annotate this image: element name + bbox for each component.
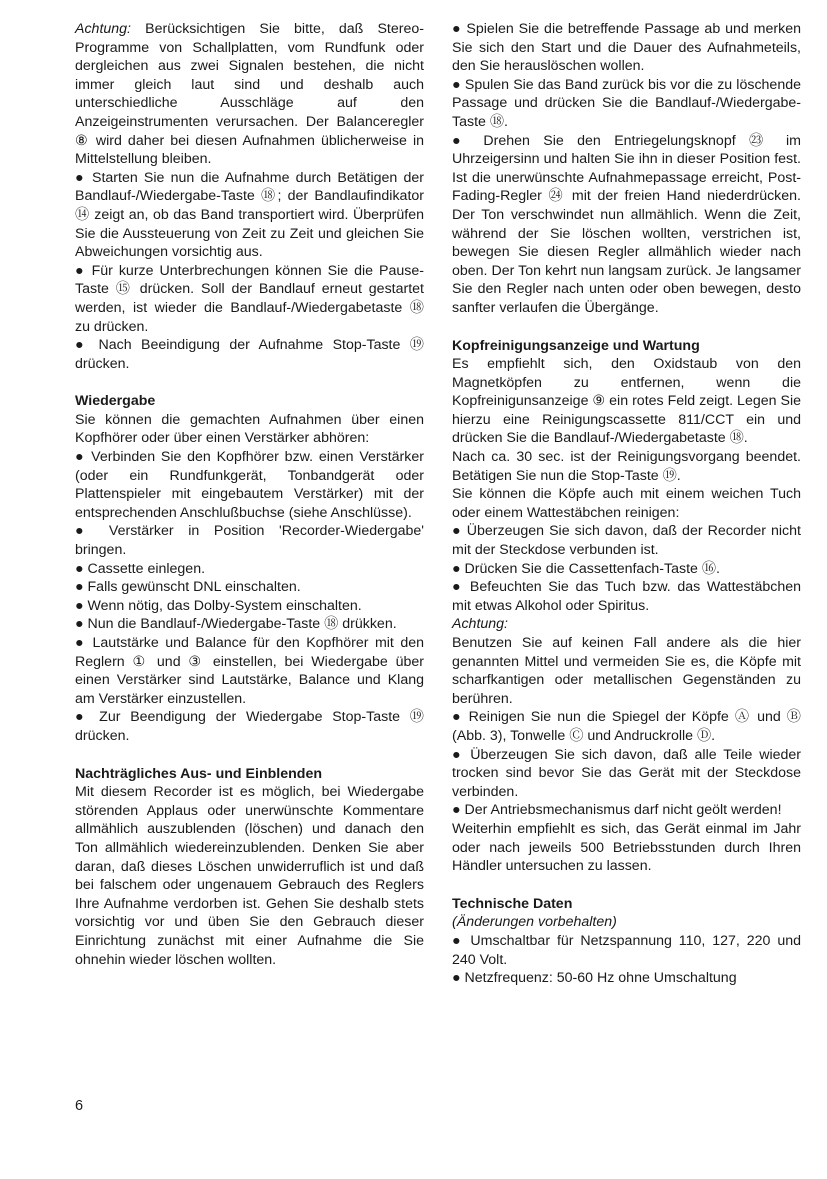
list-item: ● Nach Beeindigung der Aufnahme Stop-Taste ⑲ drücken. (75, 337, 424, 372)
intro-paragraph (75, 20, 424, 169)
list-item: ● Lautstärke und Balance für den Kopfhörer mit den Reglern ① und ③ einstellen, bei Wiedergabe über einen Verstärker sind Lautstärke, Balance und Klang am Verstärker einzustellen. (75, 635, 424, 707)
cleaning-paragraph: Sie können die Köpfe auch mit einem weichen Tuch oder einem Wattestäbchen reinigen: (452, 486, 801, 521)
tech-subheading: (Änderungen vorbehalten) (452, 914, 617, 931)
list-item: ● Wenn nötig, das Dolby-System einschalten. (75, 597, 362, 614)
section-heading-tech: Technische Daten (452, 895, 573, 912)
list-item: ● Falls gewünscht DNL einschalten. (75, 579, 301, 596)
list-item: ● Überzeugen Sie sich davon, daß alle Teile wieder trocken sind bevor Sie das Gerät mit der Steckdose verbinden. (452, 746, 801, 800)
list-item: ● Starten Sie nun die Aufnahme durch Betätigen der Bandlauf-/Wiedergabe-Taste ⑱; der Bandlaufindikator ⑭ zeigt an, ob das Band transportiert wird. Überprüfen Sie die Aussteuerung von Zeit zu Zeit und gleichen Sie Abweichungen vorsichtig aus. (75, 169, 424, 261)
list-item: ● Cassette einlegen. (75, 560, 206, 577)
list-item: ● Netzfrequenz: 50-60 Hz ohne Umschaltung (452, 970, 737, 987)
cleaning-paragraph: Es empfiehlt sich, den Oxidstaub von den Magnetköpfen zu entfernen, wenn die Kopfreinigunsanzeige ⑨ ein rotes Feld zeigt. Legen Sie hierzu eine Reinigungscassette 811/CCT ein und drücken Sie die Bandlauf-/Wiedergabetaste ⑱. (452, 356, 801, 447)
cleaning-paragraph: Nach ca. 30 sec. ist der Reinigungsvorgang beendet. Betätigen Sie nun die Stop-Taste ⑲. (452, 449, 801, 484)
caution-paragraph: Benutzen Sie auf keinen Fall andere als die hier genannten Mittel und vermeiden Sie es, die Köpfe mit scharfkantigen oder metallischen Gegenständen zu berühren. (452, 635, 801, 707)
caution-label: Achtung: (75, 21, 132, 37)
list-item: ● Verbinden Sie den Kopfhörer bzw. einen Verstärker (oder ein Rundfunkgerät, Tonbandgerät oder Plattenspieler mit eingebautem Verstärker) mit der entsprechenden Anschlußbuchse (siehe Anschlüsse). (75, 449, 424, 521)
section-heading-fading: Nachträgliches Aus- und Einblenden (75, 765, 322, 782)
list-item: ● Drücken Sie die Cassettenfach-Taste ⑯. (452, 560, 721, 577)
list-item: ● Reinigen Sie nun die Spiegel der Köpfe Ⓐ und Ⓑ (Abb. 3), Tonwelle Ⓒ und Andruckrolle Ⓓ. (452, 709, 801, 744)
left-column (75, 20, 424, 969)
section-heading-cleaning: Kopfreinigungsanzeige und Wartung (452, 337, 700, 354)
list-item: ● Umschaltbar für Netzspannung 110, 127, 220 und 240 Volt. (452, 932, 801, 968)
list-item: ● Nun die Bandlauf-/Wiedergabe-Taste ⑱ drükken. (75, 616, 397, 633)
list-item: ● Spielen Sie die betreffende Passage ab und merken Sie sich den Start und die Dauer des Aufnahmeteils, den Sie herauslöschen wollen. (452, 21, 801, 75)
caution-label: Achtung: (452, 616, 509, 633)
maintenance-paragraph: Weiterhin empfiehlt es sich, das Gerät einmal im Jahr oder nach jeweils 500 Betriebsstunden durch Ihren Händler untersuchen zu lassen. (452, 820, 801, 875)
intro-text: Berücksichtigen Sie bitte, daß Stereo-Programme von Schallplatten, vom Rundfunk oder dergleichen aus zwei Signalen bestehen, die nicht immer gleich laut sind und deshalb auch unterschiedliche Ausschläge auf den Anzeigeinstrumenten verursachen. Der Balanceregler ⑧ wird daher bei diesen Aufnahmen üblicherweise in Mittelstellung bleiben. (75, 21, 424, 168)
right-column (452, 20, 801, 988)
list-item: ● Spulen Sie das Band zurück bis vor die zu löschende Passage und drücken Sie die Bandlauf-/Wiedergabe-Taste ⑱. (452, 76, 801, 130)
list-item: ● Zur Beendigung der Wiedergabe Stop-Taste ⑲ drücken. (75, 709, 424, 744)
playback-intro: Sie können die gemachten Aufnahmen über einen Kopfhörer oder über einen Verstärker abhören: (75, 411, 424, 447)
page-number: 6 (75, 1098, 84, 1114)
fading-paragraph: Mit diesem Recorder ist es möglich, bei Wiedergabe störenden Applaus oder unerwünschte Kommentare allmählich auszublenden (löschen) und danach den Ton allmählich wiedereinzublenden. Denken Sie aber daran, daß dieses Löschen unwiderruflich ist und daß bei falschem oder ungenauem Gebrauch des Reglers Ihre Aufnahme verdorben ist. Gehen Sie deshalb stets vorsichtig vor und üben Sie den Gebrauch dieser Einrichtung zunächst mit einer Aufnahme die Sie ohnehin wieder löschen wollten. (75, 784, 424, 968)
list-item: ● Verstärker in Position 'Recorder-Wiedergabe' bringen. (75, 523, 424, 559)
list-item: ● Der Antriebsmechanismus darf nicht geölt werden! (452, 802, 782, 819)
list-item: ● Drehen Sie den Entriegelungsknopf ㉓ im Uhrzeigersinn und halten Sie ihn in dieser Position fest. Ist die unerwünschte Aufnahmepassage erreicht, Post-Fading-Regler ㉔ mit der freien Hand niederdrücken. Der Ton verschwindet nun allmählich. Wenn die Zeit, während der Sie löschen wollten, verstrichen ist, bewegen Sie diesen Regler allmählich wieder nach oben. Der Ton kehrt nun langsam zurück. Je langsamer Sie den Regler nach unten oder oben bewegen, desto sanfter verlaufen die Übergänge. (452, 132, 801, 316)
section-heading-playback: Wiedergabe (75, 393, 156, 410)
list-item: ● Überzeugen Sie sich davon, daß der Recorder nicht mit der Steckdose verbunden ist. (452, 523, 801, 559)
list-item: ● Für kurze Unterbrechungen können Sie die Pause-Taste ⑮ drücken. Soll der Bandlauf erneut gestartet werden, ist wieder die Bandlauf-/Wiedergabetaste ⑱ zu drücken. (75, 262, 424, 335)
list-item: ● Befeuchten Sie das Tuch bzw. das Wattestäbchen mit etwas Alkohol oder Spiritus. (452, 579, 801, 614)
